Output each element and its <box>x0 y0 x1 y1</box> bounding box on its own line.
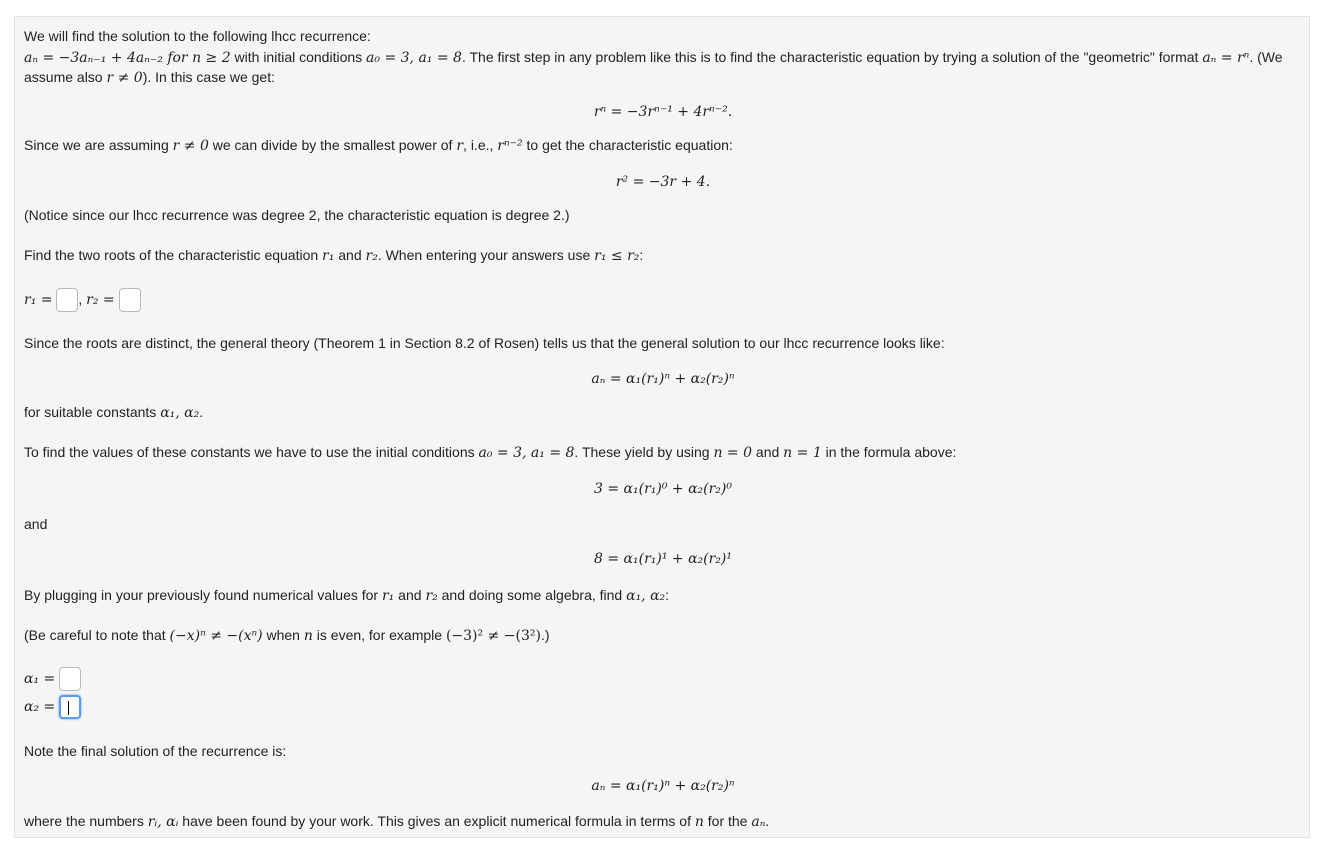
plugging-colon: : <box>665 587 670 603</box>
intro-assume-text: assume also <box>24 69 107 85</box>
plugging-and: and <box>394 587 426 603</box>
find-roots-text-b: . When entering your answers use <box>377 247 595 263</box>
intro-text-with-init: with initial conditions <box>230 49 367 65</box>
since1-text-a: Since we are assuming <box>24 137 173 153</box>
note-final-line <box>24 741 286 761</box>
since1-text-b: we can divide by the smallest power of <box>208 137 457 153</box>
equation-rn-text: rⁿ = −3rⁿ⁻¹ + 4rⁿ⁻². <box>593 104 733 120</box>
intro-text: We will find the solution to the following lhcc recurrence: <box>24 28 371 44</box>
where-ri: rᵢ, αᵢ <box>147 814 179 830</box>
find-roots-r1: r₁ <box>322 248 335 264</box>
where-text-a: where the numbers <box>24 813 148 829</box>
to-find-line <box>24 442 956 463</box>
find-roots-line <box>24 245 643 266</box>
general-solution-text: aₙ = α₁(r₁)ⁿ + α₂(r₂)ⁿ <box>591 371 735 387</box>
equation-n0 <box>15 477 1311 500</box>
where-text-c: for the <box>703 813 752 829</box>
careful-n: n <box>303 628 313 644</box>
since1-rpow: rⁿ⁻² <box>497 138 523 154</box>
since1-text-d: to get the characteristic equation: <box>522 137 733 153</box>
alpha1-input-row <box>24 665 81 692</box>
plugging-text-b: and doing some algebra, find <box>437 587 627 603</box>
equation-n1 <box>15 547 1311 570</box>
where-n: n <box>694 814 704 830</box>
plugging-r1: r₁ <box>381 588 395 604</box>
since1-r-not-zero: r ≠ 0 <box>172 138 209 154</box>
since1-r: r <box>456 138 464 154</box>
find-roots-inequality: r₁ ≤ r₂ <box>594 248 640 264</box>
alpha2-label: α₂ = <box>24 699 56 715</box>
find-roots-colon: : <box>639 247 644 263</box>
suitable-constants-line <box>24 402 203 423</box>
tofind-text-a: To find the values of these constants we have to use the initial conditions <box>24 444 479 460</box>
characteristic-equation <box>15 170 1311 193</box>
tofind-n1: n = 1 <box>783 445 822 461</box>
careful-line <box>24 625 550 646</box>
careful-expr1: (−x)ⁿ ≠ −(xⁿ) <box>169 628 263 644</box>
intro-we-assume-text: . (We <box>1249 49 1283 65</box>
since-assuming-line <box>24 135 733 156</box>
alpha2-answer-input[interactable] <box>59 695 81 719</box>
careful-expr2: (−3)² ≠ −(3²) <box>445 628 541 644</box>
text-caret <box>68 701 69 715</box>
since-distinct-text: Since the roots are distinct, the general theory (Theorem 1 in Section 8.2 of Rosen) tells us that the general solution to our lhcc recurrence looks like: <box>24 335 945 351</box>
r2-answer-input[interactable] <box>119 288 141 312</box>
notice-line <box>24 205 570 225</box>
careful-text-c: is even, for example <box>312 627 446 643</box>
general-solution-equation <box>15 367 1311 390</box>
intro-in-this-case-text: ). In this case we get: <box>142 69 276 85</box>
recurrence-inline: aₙ = −3aₙ₋₁ + 4aₙ₋₂ for n ≥ 2 <box>24 50 231 66</box>
initial-conditions-inline: a₀ = 3, a₁ = 8 <box>366 50 462 66</box>
careful-text-d: .) <box>540 627 550 643</box>
intro-first-step-text: . The first step in any problem like this is to find the characteristic equation by trying a solution of the "geometric" format <box>461 49 1203 65</box>
roots-input-row <box>24 286 141 313</box>
tofind-text-c: in the formula above: <box>821 444 957 460</box>
find-roots-r2: r₂ <box>365 248 378 264</box>
and-line <box>24 514 47 534</box>
where-text-d: . <box>765 813 770 829</box>
find-roots-and: and <box>334 247 366 263</box>
suitable-constants: α₁, α₂ <box>160 405 200 421</box>
notice-text: (Notice since our lhcc recurrence was degree 2, the characteristic equation is degree 2.) <box>24 207 570 223</box>
intro-line-2 <box>24 47 1283 68</box>
careful-text-b: when <box>262 627 304 643</box>
plugging-text-a: By plugging in your previously found numerical values for <box>24 587 382 603</box>
where-text-b: have been found by your work. This gives an explicit numerical formula in terms of <box>178 813 695 829</box>
roots-separator: , <box>78 291 83 307</box>
final-solution-text: aₙ = α₁(r₁)ⁿ + α₂(r₂)ⁿ <box>591 778 735 794</box>
alpha1-answer-input[interactable] <box>59 667 81 691</box>
tofind-and: and <box>752 444 784 460</box>
suitable-text-a: for suitable constants <box>24 404 161 420</box>
since-distinct-line <box>24 333 945 353</box>
r1-answer-input[interactable] <box>56 288 78 312</box>
tofind-text-b: . These yield by using <box>574 444 714 460</box>
equation-rn <box>15 100 1311 123</box>
r-not-zero: r ≠ 0 <box>106 70 143 86</box>
find-roots-text-a: Find the two roots of the characteristic equation <box>24 247 323 263</box>
r2-label: r₂ = <box>86 292 115 308</box>
suitable-text-b: . <box>199 404 204 420</box>
note-final-text: Note the final solution of the recurrence is: <box>24 743 287 759</box>
and-text: and <box>24 516 48 532</box>
where-line <box>24 811 769 832</box>
tofind-n0: n = 0 <box>713 445 753 461</box>
geometric-form: aₙ = rⁿ <box>1202 50 1250 66</box>
final-solution-equation <box>15 774 1311 797</box>
since1-text-c: , i.e., <box>463 137 498 153</box>
equation-n0-text: 3 = α₁(r₁)⁰ + α₂(r₂)⁰ <box>594 481 732 497</box>
plugging-r2: r₂ <box>425 588 438 604</box>
equation-n1-text: 8 = α₁(r₁)¹ + α₂(r₂)¹ <box>594 551 732 567</box>
characteristic-equation-text: r² = −3r + 4. <box>615 174 711 190</box>
intro-line-3 <box>24 67 275 88</box>
problem-panel <box>14 16 1310 838</box>
where-an: aₙ <box>751 814 766 830</box>
r1-label: r₁ = <box>24 292 53 308</box>
intro-line-1 <box>24 26 371 46</box>
alpha1-label: α₁ = <box>24 671 56 687</box>
alpha2-input-row <box>24 693 81 720</box>
plugging-alphas: α₁, α₂ <box>626 588 666 604</box>
plugging-line <box>24 585 669 606</box>
careful-text-a: (Be careful to note that <box>24 627 170 643</box>
tofind-init: a₀ = 3, a₁ = 8 <box>478 445 575 461</box>
